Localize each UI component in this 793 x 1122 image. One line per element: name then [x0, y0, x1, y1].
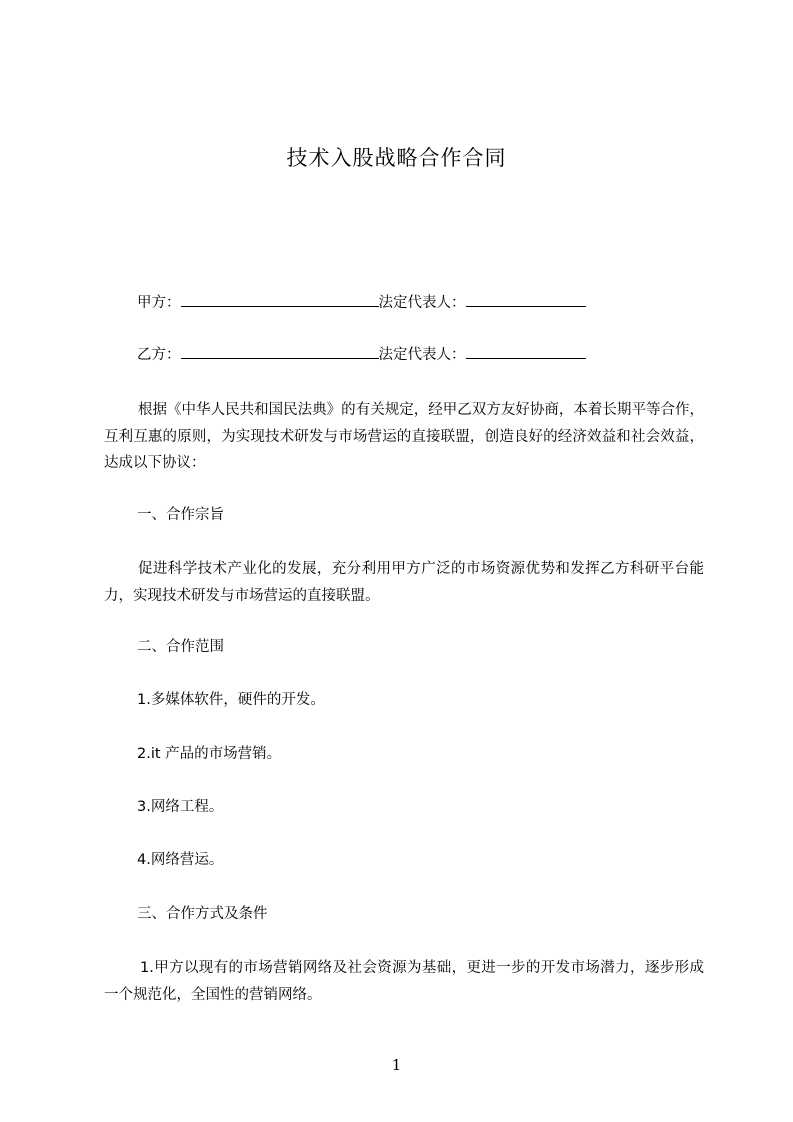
document-title: 技术入股战略合作合同 — [286, 146, 507, 170]
section-3-item: 1.甲方以现有的市场营销网络及社会资源为基础，更进一步的开发市场潜力，逐步形成一个规范化，全国性的营销网络。 — [104, 960, 704, 1003]
party-a-name-blank[interactable] — [181, 292, 379, 307]
party-b-line — [137, 344, 586, 365]
page-number: 1 — [391, 1056, 402, 1074]
section-3-heading: 三、合作方式及条件 — [137, 906, 268, 922]
section-1-heading: 一、合作宗旨 — [137, 507, 224, 523]
party-b-rep-label: 法定代表人： — [378, 347, 466, 363]
section-2-item: 4.网络营运。 — [137, 852, 224, 868]
party-b-label: 乙方： — [137, 347, 181, 363]
party-a-rep-blank[interactable] — [466, 292, 586, 307]
party-b-rep-blank[interactable] — [466, 344, 586, 359]
party-b-name-blank[interactable] — [181, 344, 379, 359]
section-2-heading: 二、合作范围 — [137, 639, 224, 655]
party-a-rep-label: 法定代表人： — [378, 295, 466, 311]
section-2-item: 2.it 产品的市场营销。 — [137, 746, 282, 762]
party-a-line — [137, 292, 586, 313]
intro-paragraph: 根据《中华人民共和国民法典》的有关规定，经甲乙双方友好协商，本着长期平等合作，互利互惠的原则，为实现技术研发与市场营运的直接联盟，创造良好的经济效益和社会效益，达成以下协议： — [104, 402, 704, 471]
section-2-item: 1.多媒体软件，硬件的开发。 — [137, 692, 325, 708]
section-2-item: 3.网络工程。 — [137, 799, 224, 815]
party-a-label: 甲方： — [137, 295, 181, 311]
section-1-body: 促进科学技术产业化的发展，充分利用甲方广泛的市场资源优势和发挥乙方科研平台能力，实现技术研发与市场营运的直接联盟。 — [104, 561, 704, 604]
